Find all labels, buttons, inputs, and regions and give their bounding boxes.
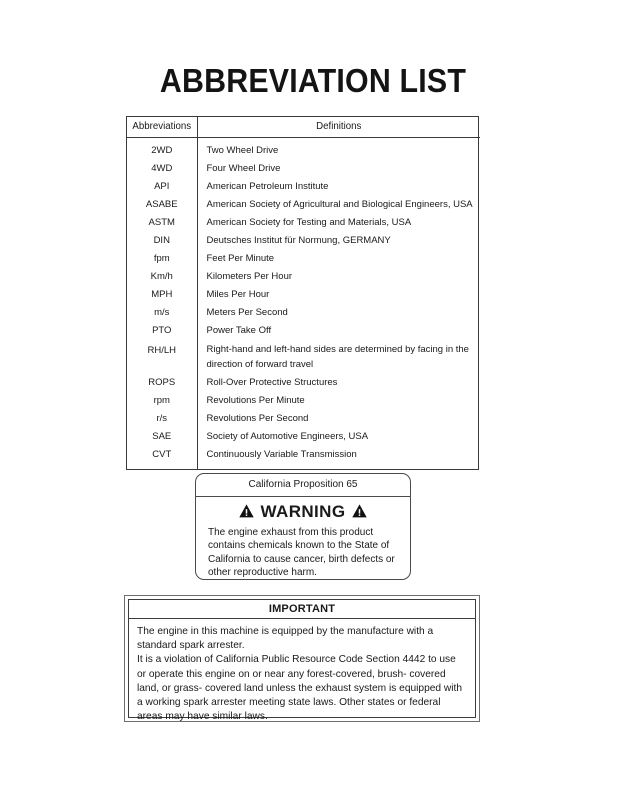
cell-definition: Revolutions Per Minute [206,395,305,406]
cell-abbreviation: CVT [127,446,197,469]
cell-definition: Right-hand and left-hand sides are determined by facing in the direction of forward travel [206,344,469,370]
cell-definition: Four Wheel Drive [206,163,281,174]
cell-definition: Feet Per Minute [206,253,275,264]
important-header: IMPORTANT [129,600,475,619]
table-row [127,340,480,374]
table-row [127,160,480,178]
cell-definition: Deutsches Institut für Normung, GERMANY [206,235,391,246]
column-header-abbreviations: Abbreviations [127,117,197,138]
table-row [127,196,480,214]
cell-abbreviation: SAE [127,428,197,446]
prop65-body-text: The engine exhaust from this product contains chemicals known to the State of California to cause cancer, birth defects or other reproductive harm. [208,527,395,579]
cell-definition: Kilometers Per Hour [206,271,293,282]
table-row [127,392,480,410]
table-row [127,304,480,322]
abbreviation-table [126,116,479,470]
cell-abbreviation: ROPS [127,374,197,392]
page-title: ABBREVIATION LIST [159,62,467,99]
table-row [127,214,480,232]
cell-abbreviation: 4WD [127,160,197,178]
table-row [127,178,480,196]
cell-abbreviation: DIN [127,232,197,250]
table-row [127,138,480,161]
table-row [127,232,480,250]
cell-abbreviation: Km/h [127,268,197,286]
important-paragraph-1: The engine in this machine is equipped by the manufacture with a standard spark arrester. [137,626,434,652]
cell-definition: Continuously Variable Transmission [206,449,357,460]
important-notice-box [124,595,480,722]
cell-definition: American Society for Testing and Materials, USA [206,217,412,228]
cell-abbreviation: fpm [127,250,197,268]
table-row [127,268,480,286]
prop65-header: California Proposition 65 [196,474,410,497]
cell-definition: Miles Per Hour [206,289,270,300]
cell-definition: Roll-Over Protective Structures [206,377,338,388]
warning-triangle-icon [352,503,367,523]
warning-title-row [196,502,410,523]
cell-definition: Two Wheel Drive [206,145,279,156]
cell-abbreviation: ASABE [127,196,197,214]
cell-definition: Meters Per Second [206,307,288,318]
cell-abbreviation: MPH [127,286,197,304]
table-row [127,374,480,392]
warning-label: WARNING [260,502,346,521]
cell-abbreviation: PTO [127,322,197,340]
table-row [127,250,480,268]
table-row [127,322,480,340]
column-header-definitions: Definitions [197,117,480,138]
table-row [127,410,480,428]
warning-triangle-icon [239,503,254,523]
important-paragraph-2: It is a violation of California Public Resource Code Section 4442 to use or operate this engine on or near any forest-covered, brush- covered land, or grass- covered land unless the exhaust system is equipped with a working spark arrester meeting state laws. Other states or federal areas may have similar laws. [137,654,463,723]
cell-abbreviation: rpm [127,392,197,410]
table-body [127,138,480,470]
cell-definition: American Society of Agricultural and Biological Engineers, USA [206,199,473,210]
table-row [127,286,480,304]
important-inner-frame [128,599,476,723]
cell-abbreviation: RH/LH [127,340,197,374]
table-header-row [127,117,480,138]
cell-abbreviation: r/s [127,410,197,428]
cell-definition: Revolutions Per Second [206,413,309,424]
cell-abbreviation: 2WD [127,138,197,161]
california-proposition-65-box [195,473,411,580]
cell-definition: Society of Automotive Engineers, USA [206,431,369,442]
table-row [127,428,480,446]
cell-definition: American Petroleum Institute [206,181,329,192]
table-row [127,446,480,469]
cell-abbreviation: API [127,178,197,196]
cell-abbreviation: m/s [127,304,197,322]
important-body [129,619,475,724]
cell-definition: Power Take Off [206,325,272,336]
cell-abbreviation: ASTM [127,214,197,232]
